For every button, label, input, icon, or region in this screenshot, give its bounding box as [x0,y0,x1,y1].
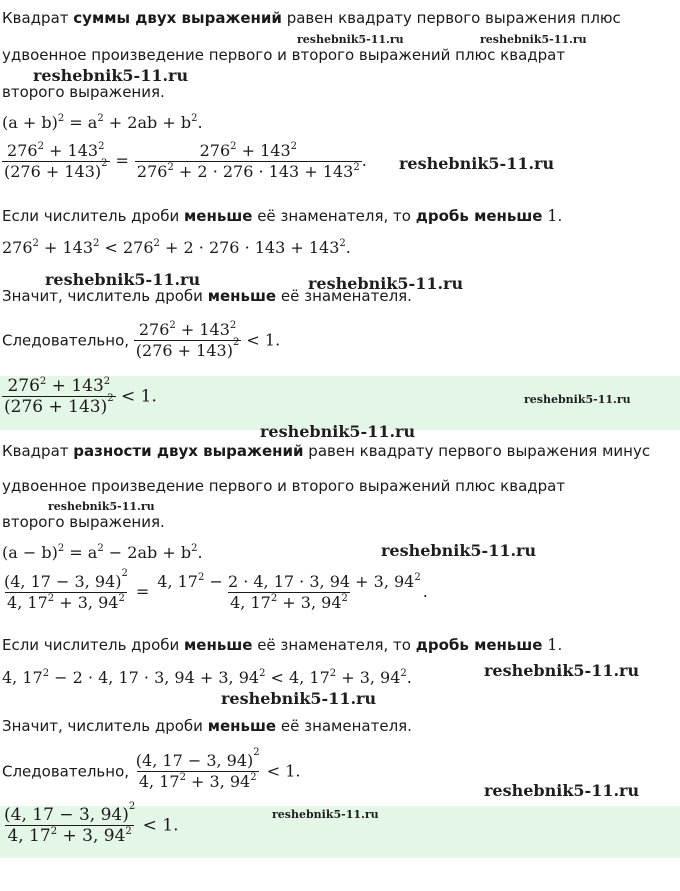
s2-diff-square-formula: $(a - b)^2 = a^2 - 2ab + b^2$. [2,543,203,562]
watermark: reshebnik5-11.ru [381,541,537,560]
s1-therefore: Следовательно, $\frac{276^2 + 143^2}{(276 + 143)^2}$ < 1. [2,320,281,360]
s2-fraction-equality: $\frac{(4, 17 - 3, 94)^2}{4, 17^2 + 3, 94^2}$ = $\frac{4, 17^2 - 2 \cdot 4, 17 \cdot 3, 94 + 3, 94^2}{4, 17^2 + 3, 94^2}$ . [4,568,428,612]
s2-left-fraction: $\frac{(4, 17 - 3, 94)^2}{4, 17^2 + 3, 94^2}$ [4,568,128,612]
watermark: reshebnik5-11.ru [480,33,587,46]
s1-means: Значит, числитель дроби меньше её знаменателя. [2,287,412,305]
s1-inequality: $276^2 + 143^2 < 276^2 + 2 \cdot 276 \cdot 143 + 143^2$. [2,238,351,257]
s1-left-fraction: $\frac{276^2 + 143^2}{(276 + 143)^2}$ [4,141,108,181]
s1-therefore-fraction: $\frac{276^2 + 143^2}{(276 + 143)^2}$ [135,320,240,360]
watermark: reshebnik5-11.ru [297,33,404,46]
watermark: reshebnik5-11.ru [524,393,631,406]
s1-rule: Если числитель дроби меньше её знаменателя, то дробь меньше 1. [2,206,563,225]
s2-intro-line-2: удвоенное произведение первого и второго выражений плюс квадрат [2,477,566,495]
watermark: reshebnik5-11.ru [33,66,189,85]
s1-answer: $\frac{276^2 + 143^2}{(276 + 143)^2}$ < 1. [4,376,157,417]
watermark: reshebnik5-11.ru [308,274,464,293]
watermark: reshebnik5-11.ru [45,270,201,289]
s2-therefore-fraction: $\frac{(4, 17 - 3, 94)^2}{4, 17^2 + 3, 94^2}$ [135,747,260,791]
s2-rule: Если числитель дроби меньше её знаменателя, то дробь меньше 1. [2,635,563,654]
watermark: reshebnik5-11.ru [484,781,640,800]
s1-intro-bold: суммы двух выражений [73,9,282,27]
s1-intro-line-2: удвоенное произведение первого и второго выражений плюс квадрат [2,46,566,64]
watermark: reshebnik5-11.ru [48,500,155,513]
s1-sum-square-formula: $(a + b)^2 = a^2 + 2ab + b^2$. [2,113,203,132]
s1-right-fraction: $\frac{276^2 + 143^2}{276^2 + 2 \cdot 276 \cdot 143 + 143^2}$ [136,141,360,181]
s2-answer-fraction: $\frac{(4, 17 - 3, 94)^2}{4, 17^2 + 3, 94^2}$ [4,801,136,846]
watermark: reshebnik5-11.ru [484,661,640,680]
s2-inequality: 4, $17^2 - 2 \cdot 4$, 17 · 3, 94 + 3, $94^2 < 4$, $17^2 + 3$, $94^2$. [2,668,412,687]
s2-right-fraction: $\frac{4, 17^2 - 2 \cdot 4, 17 \cdot 3, 94 + 3, 94^2}{4, 17^2 + 3, 94^2}$ [157,572,421,612]
watermark: reshebnik5-11.ru [272,808,379,821]
watermark: reshebnik5-11.ru [399,154,555,173]
s2-intro-line-3: второго выражения. [2,513,165,531]
s1-intro-line-1 [2,9,621,27]
s1-intro-line-3: второго выражения. [2,83,165,101]
s1-intro-text-end: равен квадрату первого выражения плюс [281,9,621,27]
s1-answer-fraction: $\frac{276^2 + 143^2}{(276 + 143)^2}$ [4,376,114,417]
s1-intro-text: Квадрат [2,9,74,27]
s2-means: Значит, числитель дроби меньше её знаменателя. [2,717,412,735]
s1-fraction-equality: $\frac{276^2 + 143^2}{(276 + 143)^2}$ = $\frac{276^2 + 143^2}{276^2 + 2 \cdot 276 \cdot 143 + 143^2}$ . [4,141,367,181]
watermark: reshebnik5-11.ru [260,422,416,441]
s2-therefore: Следовательно, $\frac{(4, 17 - 3, 94)^2}{4, 17^2 + 3, 94^2}$ < 1. [2,747,301,791]
s2-intro-line-1: Квадрат разности двух выражений равен квадрату первого выражения минус [2,442,651,460]
watermark: reshebnik5-11.ru [221,689,377,708]
s2-intro-bold: разности двух выражений [73,442,304,460]
s2-answer: $\frac{(4, 17 - 3, 94)^2}{4, 17^2 + 3, 94^2}$ < 1. [4,801,179,846]
